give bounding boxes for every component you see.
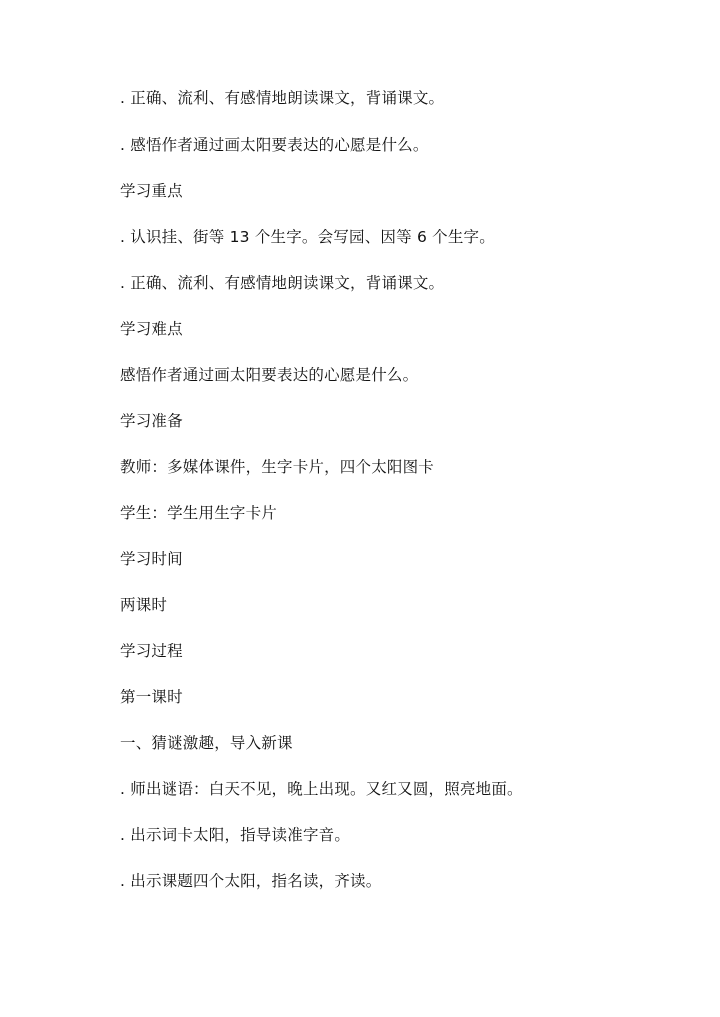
- step-heading-1: 一、猜谜激趣，导入新课: [120, 734, 293, 752]
- section-heading-difficulties: 学习难点: [120, 320, 183, 338]
- section-heading-preparation: 学习准备: [120, 412, 183, 430]
- section-heading-time: 学习时间: [120, 550, 183, 568]
- lesson-heading: 第一课时: [120, 688, 183, 706]
- difficulty-text: 感悟作者通过画太阳要表达的心愿是什么。: [120, 366, 419, 384]
- key-point-item-1: . 认识挂、街等 13 个生字。会写园、因等 6 个生字。: [120, 228, 495, 246]
- step-item-3: . 出示课题四个太阳，指名读，齐读。: [120, 872, 382, 890]
- time-text: 两课时: [120, 596, 168, 614]
- preparation-teacher: 教师：多媒体课件，生字卡片，四个太阳图卡: [120, 458, 435, 476]
- step-item-2: . 出示词卡太阳，指导读准字音。: [120, 826, 351, 844]
- key-point-item-2: . 正确、流利、有感情地朗读课文，背诵课文。: [120, 274, 445, 292]
- preparation-student: 学生：学生用生字卡片: [120, 504, 278, 522]
- objective-item-3: . 感悟作者通过画太阳要表达的心愿是什么。: [120, 136, 429, 154]
- step-item-1: . 师出谜语：白天不见，晚上出现。又红又圆，照亮地面。: [120, 780, 523, 798]
- objective-item-2: . 正确、流利、有感情地朗读课文，背诵课文。: [120, 89, 445, 107]
- section-heading-process: 学习过程: [120, 642, 183, 660]
- section-heading-key-points: 学习重点: [120, 182, 183, 200]
